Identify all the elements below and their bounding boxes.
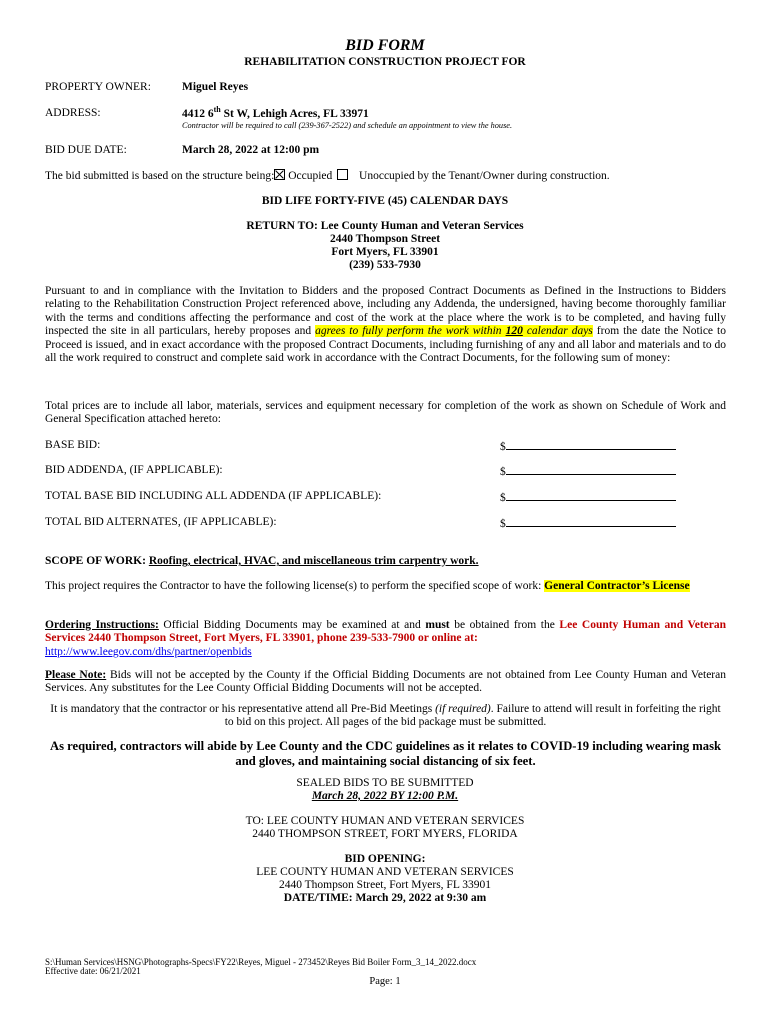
page-title: BID FORM xyxy=(345,37,425,54)
ordering-paragraph: Ordering Instructions: Official Bidding Documents may be examined at and must be obtained from the Lee County Human and Veteran Services 2440 Thompson Street, Fort Myers, FL 33901, phone 239-533-7900 or online at: http://www.leegov.com/dhs/partner/openbids xyxy=(45,619,727,658)
footer-path: S:\Human Services\HSNG\Photographs-Specs\FY22\Reyes, Miguel - 273452\Reyes Bid Boiler Form_3_14_2022.docx xyxy=(45,957,477,967)
to-line1: TO: LEE COUNTY HUMAN AND VETERAN SERVICES xyxy=(245,815,525,827)
structure-text: The bid submitted is based on the structure being: xyxy=(45,170,275,182)
sealed-line1: SEALED BIDS TO BE SUBMITTED xyxy=(296,777,474,789)
please-note-paragraph: Please Note: Bids will not be accepted by the County if the Official Bidding Documents are not obtained from Lee County Human and Veteran Services. Any substitutes for the Lee County Official Bidding Documents will not be accepted. xyxy=(45,669,726,695)
bid-addenda-label: BID ADDENDA, (IF APPLICABLE): xyxy=(45,464,223,476)
due-date-value: March 28, 2022 at 12:00 pm xyxy=(182,144,320,156)
unoccupied-label: Unoccupied by the Tenant/Owner during construction. xyxy=(359,170,610,182)
due-date-label: BID DUE DATE: xyxy=(45,144,127,156)
total-prices-paragraph: Total prices are to include all labor, materials, services and equipment necessary for completion of the work as shown on Schedule of Work and General Specification attached hereto: xyxy=(45,400,726,426)
total-bid-alternates-label: TOTAL BID ALTERNATES, (IF APPLICABLE): xyxy=(45,516,277,528)
bid-opening-line1: LEE COUNTY HUMAN AND VETERAN SERVICES xyxy=(256,866,514,878)
structure-line xyxy=(45,169,610,182)
bid-opening-label: BID OPENING: xyxy=(344,853,426,865)
covid-notice: As required, contractors will abide by Lee County and the CDC guidelines as it relates to COVID-19 including wearing mask and gloves, and maintaining social distancing of six feet. xyxy=(50,739,721,768)
address-label: ADDRESS: xyxy=(45,107,101,119)
occupied-label: Occupied xyxy=(288,170,333,182)
bid-life: BID LIFE FORTY-FIVE (45) CALENDAR DAYS xyxy=(261,195,509,207)
footer-effective-date: Effective date: 06/21/2021 xyxy=(45,966,141,976)
to-line2: 2440 THOMPSON STREET, FORT MYERS, FLORIDA xyxy=(252,828,518,840)
bid-addenda-field[interactable]: $ xyxy=(500,464,676,478)
page-subtitle: REHABILITATION CONSTRUCTION PROJECT FOR xyxy=(244,56,526,68)
owner-label: PROPERTY OWNER: xyxy=(45,81,151,93)
pursuant-paragraph: Pursuant to and in compliance with the Invitation to Bidders and the proposed Contract Documents as Defined in the Instructions to Bidders relating to the Rehabilitation Construction Project referenced above, including any Addenda, the undersigned, having become thoroughly familiar with the terms and conditions affecting the performance and cost of the work at the place where the work is to be completed, and having fully inspected the site in all particulars, hereby proposes and agrees to fully perform the work within 120 calendar days from the date the Notice to Proceed is issued, and in exact accordance with the proposed Contract Documents, including furnishing of any and all labor and materials and to do all the work required to construct and complete said work in accordance with the Contract Documents, for the following sum of money: xyxy=(45,285,726,365)
return-to-line3: Fort Myers, FL 33901 xyxy=(331,246,439,258)
base-bid-field[interactable]: $ xyxy=(500,439,676,453)
sealed-line2: March 28, 2022 BY 12:00 P.M. xyxy=(311,790,459,802)
return-to-block xyxy=(0,220,770,272)
base-bid-label: BASE BID: xyxy=(45,439,101,451)
return-to-line1: RETURN TO: Lee County Human and Veteran Services xyxy=(246,220,524,232)
total-bid-alternates-field[interactable]: $ xyxy=(500,516,676,530)
openbids-link[interactable]: http://www.leegov.com/dhs/partner/openbids xyxy=(45,645,252,658)
bid-opening-line2: 2440 Thompson Street, Fort Myers, FL 33901 xyxy=(278,879,492,891)
mandatory-paragraph: It is mandatory that the contractor or his representative attend all Pre-Bid Meetings (if required). Failure to attend will result in forfeiting the right to bid on this project. All pages of the bid package must be submitted. xyxy=(50,703,721,729)
total-base-bid-label: TOTAL BASE BID INCLUDING ALL ADDENDA (IF APPLICABLE): xyxy=(45,490,382,502)
unoccupied-checkbox[interactable] xyxy=(337,169,348,180)
address-note: Contractor will be required to call (239-367-2522) and schedule an appointment to view the house. xyxy=(182,121,513,130)
page-number: Page: 1 xyxy=(369,976,401,987)
return-to-line2: 2440 Thompson Street xyxy=(329,233,441,245)
address-value: 4412 6th St W, Lehigh Acres, FL 33971 xyxy=(182,105,369,120)
scope-of-work: SCOPE OF WORK: Roofing, electrical, HVAC, and miscellaneous trim carpentry work. xyxy=(45,555,479,567)
occupied-checkbox[interactable] xyxy=(274,169,285,180)
bid-opening-datetime: DATE/TIME: March 29, 2022 at 9:30 am xyxy=(283,892,487,904)
owner-value: Miguel Reyes xyxy=(182,81,249,93)
return-to-line4: (239) 533-7930 xyxy=(349,259,421,271)
total-base-bid-field[interactable]: $ xyxy=(500,490,676,504)
license-paragraph: This project requires the Contractor to have the following license(s) to perform the specified scope of work: General Contractor’s License xyxy=(45,580,690,592)
